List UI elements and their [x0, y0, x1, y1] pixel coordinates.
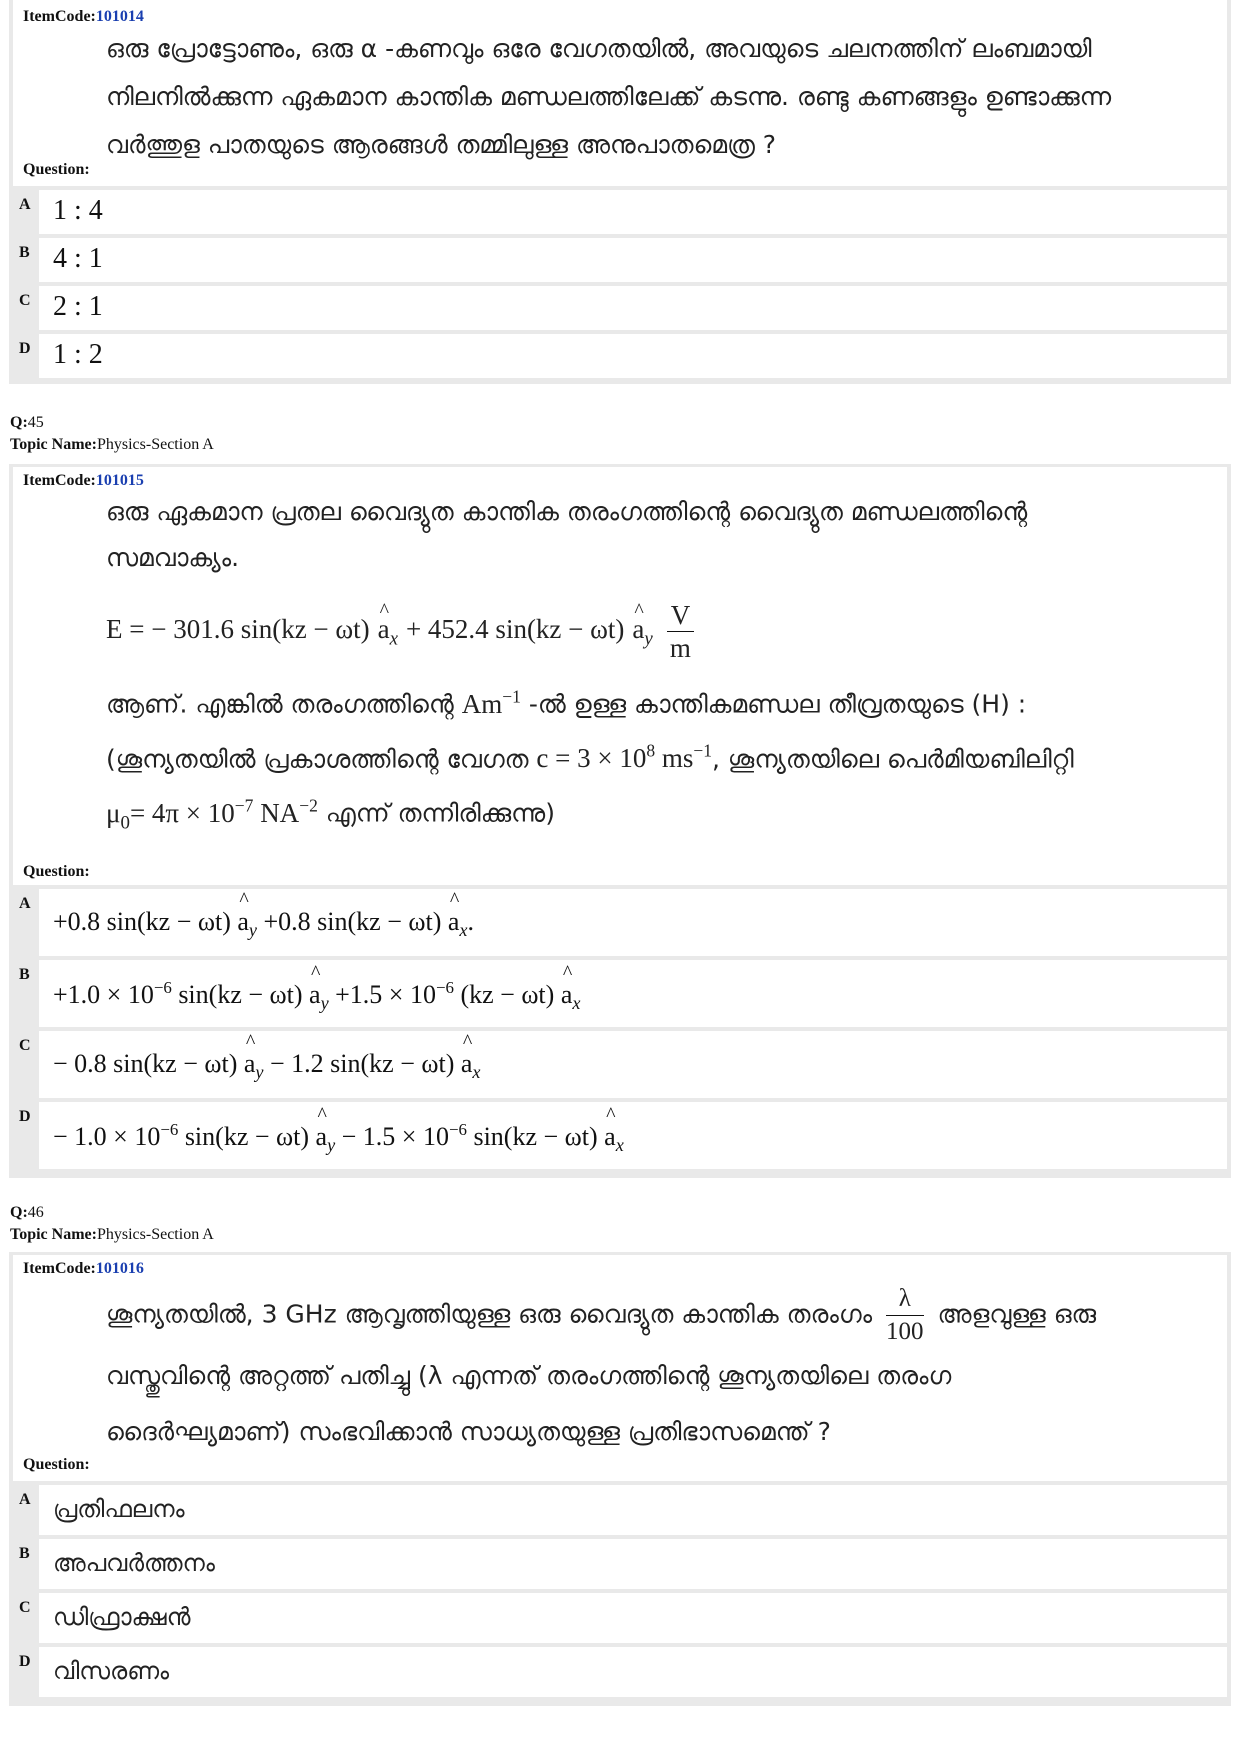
option-b[interactable] [19, 1539, 1227, 1589]
unit-vector-ay [309, 980, 329, 1014]
question-line: ഒരു ഏകമാന പ്രതല വൈദ്യുത കാന്തിക തരംഗത്തിന്റെ വൈദ്യുത മണ്ഡലത്തിന്റെ [106, 497, 1028, 526]
option-letter: A [19, 895, 31, 912]
topic-name [10, 434, 214, 456]
question-text-part: -ൽ ഉള്ള കാന്തികമണ്ഡല തീവ്രതയുടെ (H) : [528, 689, 1027, 719]
option-text: അപവർത്തനം [53, 1549, 215, 1577]
unit-vector-ay [237, 907, 257, 941]
question-line [106, 1283, 1215, 1348]
option-text: ഡിഫ്രാക്ഷൻ [53, 1603, 191, 1631]
question-line: ഒരു പ്രോട്ടോണും, ഒരു α -കണവും ഒരേ വേഗതയിൽ, അവയുടെ ചലനത്തിന് ലംബമായി [106, 34, 1092, 63]
itemcode [23, 1260, 144, 1278]
question-line [106, 673, 1215, 728]
equation-term: + 452.4 sin(kz − ωt) [405, 614, 625, 644]
question-text-part: ആണ്. എങ്കിൽ തരംഗത്തിന്റെ [106, 689, 454, 719]
itemcode-value: 101015 [95, 472, 144, 489]
option-term: − 0.8 sin(kz − ωt) [53, 1049, 238, 1078]
unit-vector-subscript: y [644, 628, 653, 650]
question-number [10, 1202, 214, 1224]
option-text [53, 1049, 481, 1083]
option-exponent: −6 [153, 978, 172, 997]
question-line [106, 782, 1215, 846]
question-text [106, 1283, 1215, 1460]
option-term: +1.5 × 10 [335, 980, 436, 1010]
option-letter: C [19, 1037, 31, 1054]
topic-value: Physics-Section A [96, 436, 214, 453]
unit-vector-symbol: a [377, 614, 390, 644]
question-text-part: അളവുള്ള ഒരു [937, 1299, 1097, 1329]
constant-unit: ms [661, 743, 694, 774]
unit-am [461, 686, 521, 719]
question-text [106, 25, 1215, 169]
option-letter: C [19, 1599, 31, 1616]
option-term: +1.0 × 10 [53, 980, 154, 1010]
question-number [10, 412, 214, 434]
question-block-101014 [9, 0, 1231, 384]
option-a[interactable] [19, 1485, 1227, 1535]
option-text: 1 : 2 [53, 339, 103, 370]
option-b[interactable] [19, 238, 1227, 282]
unit-vector-symbol: a [460, 1049, 473, 1078]
fraction-denominator: m [669, 632, 691, 663]
question-number-value: 45 [27, 414, 44, 431]
option-text: വിസരണം [53, 1657, 170, 1685]
unit-vector-subscript: x [389, 628, 398, 650]
option-term: sin(kz − ωt) [473, 1122, 598, 1152]
unit-vector-symbol: a [632, 614, 645, 644]
question-header [13, 1255, 1227, 1481]
unit-vector-ay [244, 1049, 264, 1083]
option-term: − 1.5 × 10 [341, 1122, 449, 1152]
option-term: (kz − ωt) [460, 980, 555, 1010]
question-line: വസ്തുവിന്റെ അറ്റത്ത് പതിച്ചു (λ എന്നത് തരംഗത്തിന്റെ ശൂന്യതയിലെ തരംഗ [106, 1361, 952, 1390]
unit-vector-ax [448, 907, 468, 941]
unit-vector-ax [378, 589, 398, 679]
question-header [13, 0, 1227, 186]
question-line: വർത്തുള പാതയുടെ ആരങ്ങൾ തമ്മിലുള്ള അനുപാതമെത്ര ? [106, 130, 777, 159]
field-equation [106, 589, 1215, 669]
unit-vector-ax [604, 1122, 624, 1156]
option-text: പ്രതിഫലനം [53, 1495, 185, 1523]
equation-term: E = − 301.6 sin(kz − ωt) [106, 614, 370, 644]
itemcode-value: 101016 [95, 1260, 144, 1277]
unit-vector-symbol: a [237, 907, 249, 936]
fraction-numerator: V [667, 599, 695, 632]
topic-name [10, 1224, 214, 1246]
unit-vector-symbol: a [560, 980, 573, 1010]
option-text: 4 : 1 [53, 243, 103, 274]
option-exponent: −6 [160, 1120, 179, 1139]
option-c[interactable] [19, 1031, 1227, 1098]
question-text [106, 489, 1215, 846]
unit-vector-symbol: a [243, 1049, 256, 1078]
question-line: നിലനിൽക്കുന്ന ഏകമാന കാന്തിക മണ്ഡലത്തിലേക്ക് കടന്നു. രണ്ടു കണങ്ങളും ഉണ്ടാക്കുന്ന [106, 82, 1112, 111]
option-d[interactable] [19, 1102, 1227, 1169]
constant-exponent: −7 [234, 795, 254, 816]
option-letter: B [19, 1545, 30, 1562]
unit-fraction [667, 599, 695, 664]
option-letter: B [19, 244, 30, 261]
permeability-value [106, 795, 318, 833]
constant-symbol: μ [106, 797, 121, 828]
option-letter: C [19, 292, 31, 309]
topic-label: Topic Name: [10, 436, 97, 453]
question-number-label: Q: [10, 1204, 28, 1221]
lambda-fraction [886, 1283, 924, 1348]
unit-vector-subscript: x [472, 1062, 481, 1083]
question-text-part: (ശൂന്യതയിൽ പ്രകാശത്തിന്റെ വേഗത [106, 744, 529, 774]
option-letter: A [19, 196, 31, 213]
unit-vector-subscript: x [615, 1135, 624, 1156]
option-text [53, 978, 580, 1014]
question-block-101015 [9, 464, 1231, 1178]
itemcode [23, 8, 144, 26]
option-text: 2 : 1 [53, 291, 103, 322]
question-label: Question: [23, 863, 90, 880]
fraction-numerator: λ [886, 1283, 924, 1316]
unit-base: Am [461, 688, 503, 719]
unit-vector-subscript: y [320, 993, 329, 1014]
option-term: sin(kz − ωt) [178, 980, 303, 1010]
unit-vector-symbol: a [447, 907, 460, 936]
option-a[interactable] [19, 190, 1227, 234]
option-exponent: −6 [448, 1120, 467, 1139]
unit-vector-ay [316, 1122, 336, 1156]
option-term: − 1.0 × 10 [53, 1122, 161, 1152]
unit-vector-symbol: a [315, 1122, 328, 1152]
unit-vector-subscript: y [327, 1135, 336, 1156]
itemcode-label: ItemCode: [23, 8, 96, 25]
option-term: sin(kz − ωt) [184, 1122, 310, 1152]
question-label: Question: [23, 1456, 90, 1473]
option-d[interactable] [19, 334, 1227, 378]
itemcode [23, 472, 144, 490]
question-text-part: , ശൂന്യതയിലെ പെർമിയബിലിറ്റി [712, 744, 1074, 774]
option-b[interactable] [19, 960, 1227, 1027]
option-term: . [467, 907, 474, 936]
option-text [53, 907, 474, 941]
itemcode-label: ItemCode: [23, 1260, 96, 1277]
itemcode-label: ItemCode: [23, 472, 96, 489]
unit-exponent: −2 [299, 795, 318, 816]
option-term: − 1.2 sin(kz − ωt) [270, 1049, 455, 1078]
question-number-label: Q: [10, 414, 28, 431]
itemcode-value: 101014 [95, 8, 144, 25]
option-term: +0.8 sin(kz − ωt) [263, 907, 442, 936]
question-line: സമവാക്യം. [106, 543, 240, 572]
constant-unit: NA [260, 797, 300, 828]
fraction-denominator: 100 [886, 1318, 924, 1345]
unit-vector-symbol: a [309, 980, 321, 1010]
option-letter: B [19, 966, 30, 983]
question-line [106, 728, 1215, 783]
constant-value: c = 3 × 10 [536, 743, 647, 774]
constant-value: = 4π × 10 [129, 797, 235, 828]
question-meta-45 [10, 412, 214, 456]
unit-vector-subscript: y [255, 1062, 264, 1083]
option-text: 1 : 4 [53, 195, 103, 226]
unit-vector-subscript: x [459, 920, 468, 941]
question-number-value: 46 [27, 1204, 44, 1221]
topic-label: Topic Name: [10, 1226, 97, 1243]
option-letter: D [19, 340, 31, 357]
question-header [13, 467, 1227, 885]
option-d[interactable] [19, 1647, 1227, 1697]
option-text [53, 1120, 624, 1156]
option-a[interactable] [19, 889, 1227, 956]
unit-vector-ay [632, 589, 652, 679]
question-meta-46 [10, 1202, 214, 1246]
constant-subscript: 0 [120, 811, 130, 833]
speed-of-light [536, 740, 713, 774]
unit-exponent: −1 [693, 740, 713, 761]
question-label: Question: [23, 161, 90, 178]
option-exponent: −6 [435, 978, 454, 997]
unit-vector-symbol: a [604, 1122, 616, 1152]
question-text-part: എന്ന് തന്നിരിക്കുന്നു) [325, 798, 555, 828]
option-term: +0.8 sin(kz − ωt) [53, 907, 231, 936]
unit-vector-subscript: x [572, 993, 581, 1014]
constant-exponent: 8 [646, 740, 656, 761]
option-letter: D [19, 1108, 31, 1125]
option-letter: D [19, 1653, 31, 1670]
question-text-part: ശൂന്യതയിൽ, 3 GHz ആവൃത്തിയുള്ള ഒരു വൈദ്യുത കാന്തിക തരംഗം [106, 1299, 873, 1329]
option-c[interactable] [19, 286, 1227, 330]
question-line: ദൈർഘ്യമാണ്) സംഭവിക്കാൻ സാധ്യതയുള്ള പ്രതിഭാസമെന്ത് ? [106, 1417, 831, 1446]
unit-vector-ax [461, 1049, 481, 1083]
topic-value: Physics-Section A [96, 1226, 214, 1243]
question-block-101016 [9, 1252, 1231, 1706]
option-letter: A [19, 1491, 31, 1508]
unit-exponent: −1 [502, 686, 521, 706]
unit-vector-subscript: y [248, 920, 257, 941]
unit-vector-ax [561, 980, 581, 1014]
option-c[interactable] [19, 1593, 1227, 1643]
